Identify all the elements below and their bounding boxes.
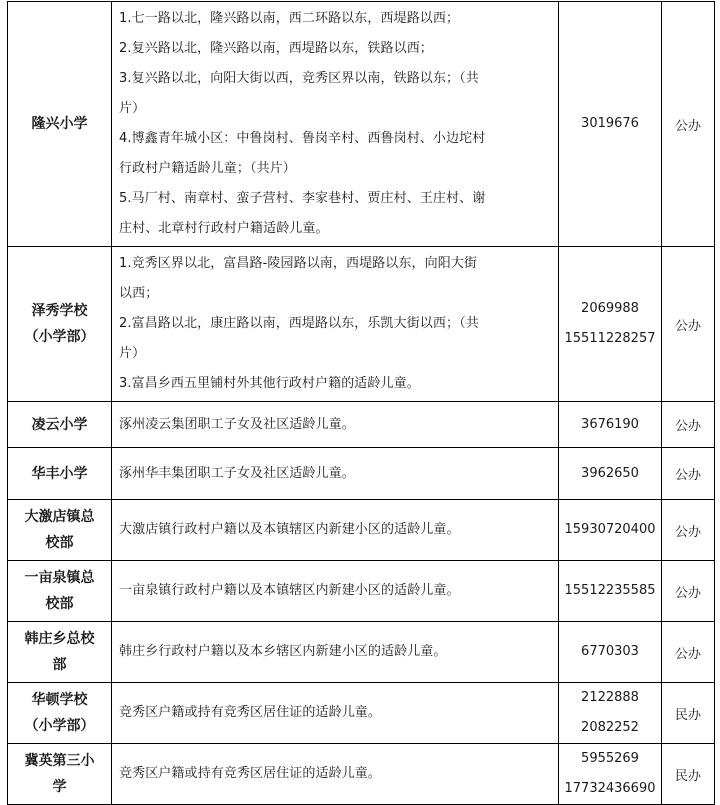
area-line: 竞秀区户籍或持有竞秀区居住证的适龄儿童。: [119, 766, 382, 781]
school-type: 公办: [662, 622, 715, 683]
table-row: [8, 561, 715, 622]
school-name: 冀英第三小: [24, 753, 95, 769]
area-line: 以西；: [119, 286, 159, 301]
school-name: 隆兴小学: [31, 116, 88, 132]
table-row: [8, 448, 715, 500]
district-area-cell: [112, 561, 559, 622]
school-name: （小学部）: [24, 718, 95, 734]
school-type: 民办: [662, 683, 715, 744]
school-name-cell: [8, 500, 112, 561]
phone-cell: [559, 2, 662, 247]
school-district-table: [7, 1, 715, 805]
school-name-cell: [8, 683, 112, 744]
area-line: 1.七一路以北，隆兴路以南，西二环路以东，西堤路以西；: [119, 11, 460, 26]
area-line: 3.复兴路以北，向阳大街以西，竞秀区界以南，铁路以东；（共: [119, 71, 479, 86]
district-area-cell: [112, 402, 559, 448]
district-area-cell: [112, 2, 559, 247]
table-row: [8, 247, 715, 402]
phone-cell: [559, 622, 662, 683]
table-row: [8, 2, 715, 247]
area-line: 涿州凌云集团职工子女及社区适龄儿童。: [119, 416, 355, 432]
school-name-cell: [8, 2, 112, 247]
phone-cell: [559, 744, 662, 805]
area-line: 2.富昌路以北，康庄路以南，西堤路以东，乐凯大街以西；（共: [119, 316, 479, 331]
school-name: 校部: [45, 535, 74, 551]
area-line: 5.马厂村、南章村、蛮子营村、李家巷村、贾庄村、王庄村、谢: [119, 191, 486, 206]
district-area-cell: [112, 622, 559, 683]
school-name: 学: [52, 779, 67, 795]
phone-cell: [559, 448, 662, 500]
district-area-cell: [112, 744, 559, 805]
area-line: 竞秀区户籍或持有竞秀区居住证的适龄儿童。: [119, 705, 382, 720]
district-area-cell: [112, 448, 559, 500]
area-line: 庄村、北章村行政村户籍适龄儿童。: [119, 221, 329, 236]
school-name-cell: [8, 448, 112, 500]
school-type: 民办: [662, 744, 715, 805]
phone-number: 3676190: [581, 416, 639, 432]
school-name-cell: [8, 744, 112, 805]
phone-cell: [559, 247, 662, 402]
phone-number: 3962650: [581, 465, 639, 481]
school-name-cell: [8, 247, 112, 402]
school-name-cell: [8, 561, 112, 622]
phone-cell: [559, 500, 662, 561]
table-row: [8, 683, 715, 744]
phone-number: 17732436690: [564, 781, 656, 796]
area-line: 2.复兴路以北，隆兴路以南，西堤路以东，铁路以西；: [119, 41, 433, 56]
school-type: 公办: [662, 500, 715, 561]
school-name: 韩庄乡总校: [24, 631, 95, 647]
phone-number: 15512235585: [564, 583, 656, 598]
school-name: 华丰小学: [31, 465, 88, 482]
school-type: 公办: [662, 402, 715, 448]
area-line: 涿州华丰集团职工子女及社区适龄儿童。: [119, 465, 355, 481]
district-area-cell: [112, 683, 559, 744]
phone-number: 2122888: [581, 690, 639, 705]
phone-number: 3019676: [581, 116, 639, 131]
area-line: 1.竞秀区界以北，富昌路-陵园路以南，西堤路以东，向阳大街: [119, 256, 477, 271]
phone-number: 2069988: [581, 301, 639, 316]
table-row: [8, 744, 715, 805]
district-area-cell: [112, 500, 559, 561]
school-name: 一亩泉镇总: [24, 570, 95, 586]
area-line: 片）: [119, 101, 146, 116]
table-row: [8, 500, 715, 561]
area-line: 大激店镇行政村户籍以及本镇辖区内新建小区的适龄儿童。: [119, 522, 460, 537]
school-name: 凌云小学: [31, 416, 88, 433]
school-name: 大激店镇总: [24, 509, 95, 525]
phone-number: 6770303: [581, 644, 639, 659]
school-name: 泽秀学校: [31, 303, 88, 319]
school-type: 公办: [662, 561, 715, 622]
phone-cell: [559, 561, 662, 622]
phone-number: 15930720400: [564, 522, 656, 537]
school-name: 华顿学校: [31, 692, 88, 708]
school-type: 公办: [662, 2, 715, 247]
area-line: 4.博鑫青年城小区：中鲁岗村、鲁岗辛村、西鲁岗村、小边坨村: [119, 131, 486, 146]
phone-cell: [559, 402, 662, 448]
school-name: 校部: [45, 596, 74, 612]
phone-cell: [559, 683, 662, 744]
school-type: 公办: [662, 247, 715, 402]
school-name-cell: [8, 402, 112, 448]
area-line: 一亩泉镇行政村户籍以及本镇辖区内新建小区的适龄儿童。: [119, 583, 460, 598]
school-type: 公办: [662, 448, 715, 500]
phone-number: 2082252: [581, 720, 639, 735]
table-row: [8, 402, 715, 448]
school-name-cell: [8, 622, 112, 683]
school-name: （小学部）: [24, 329, 95, 345]
area-line: 片）: [119, 346, 146, 361]
school-name: 部: [52, 657, 67, 673]
area-line: 韩庄乡行政村户籍以及本乡辖区内新建小区的适龄儿童。: [119, 644, 447, 659]
area-line: 3.富昌乡西五里铺村外其他行政村户籍的适龄儿童。: [119, 376, 420, 391]
district-area-cell: [112, 247, 559, 402]
phone-number: 5955269: [581, 751, 639, 766]
phone-number: 15511228257: [564, 331, 656, 346]
area-line: 行政村户籍适龄儿童；（共片）: [119, 161, 296, 176]
table-row: [8, 622, 715, 683]
